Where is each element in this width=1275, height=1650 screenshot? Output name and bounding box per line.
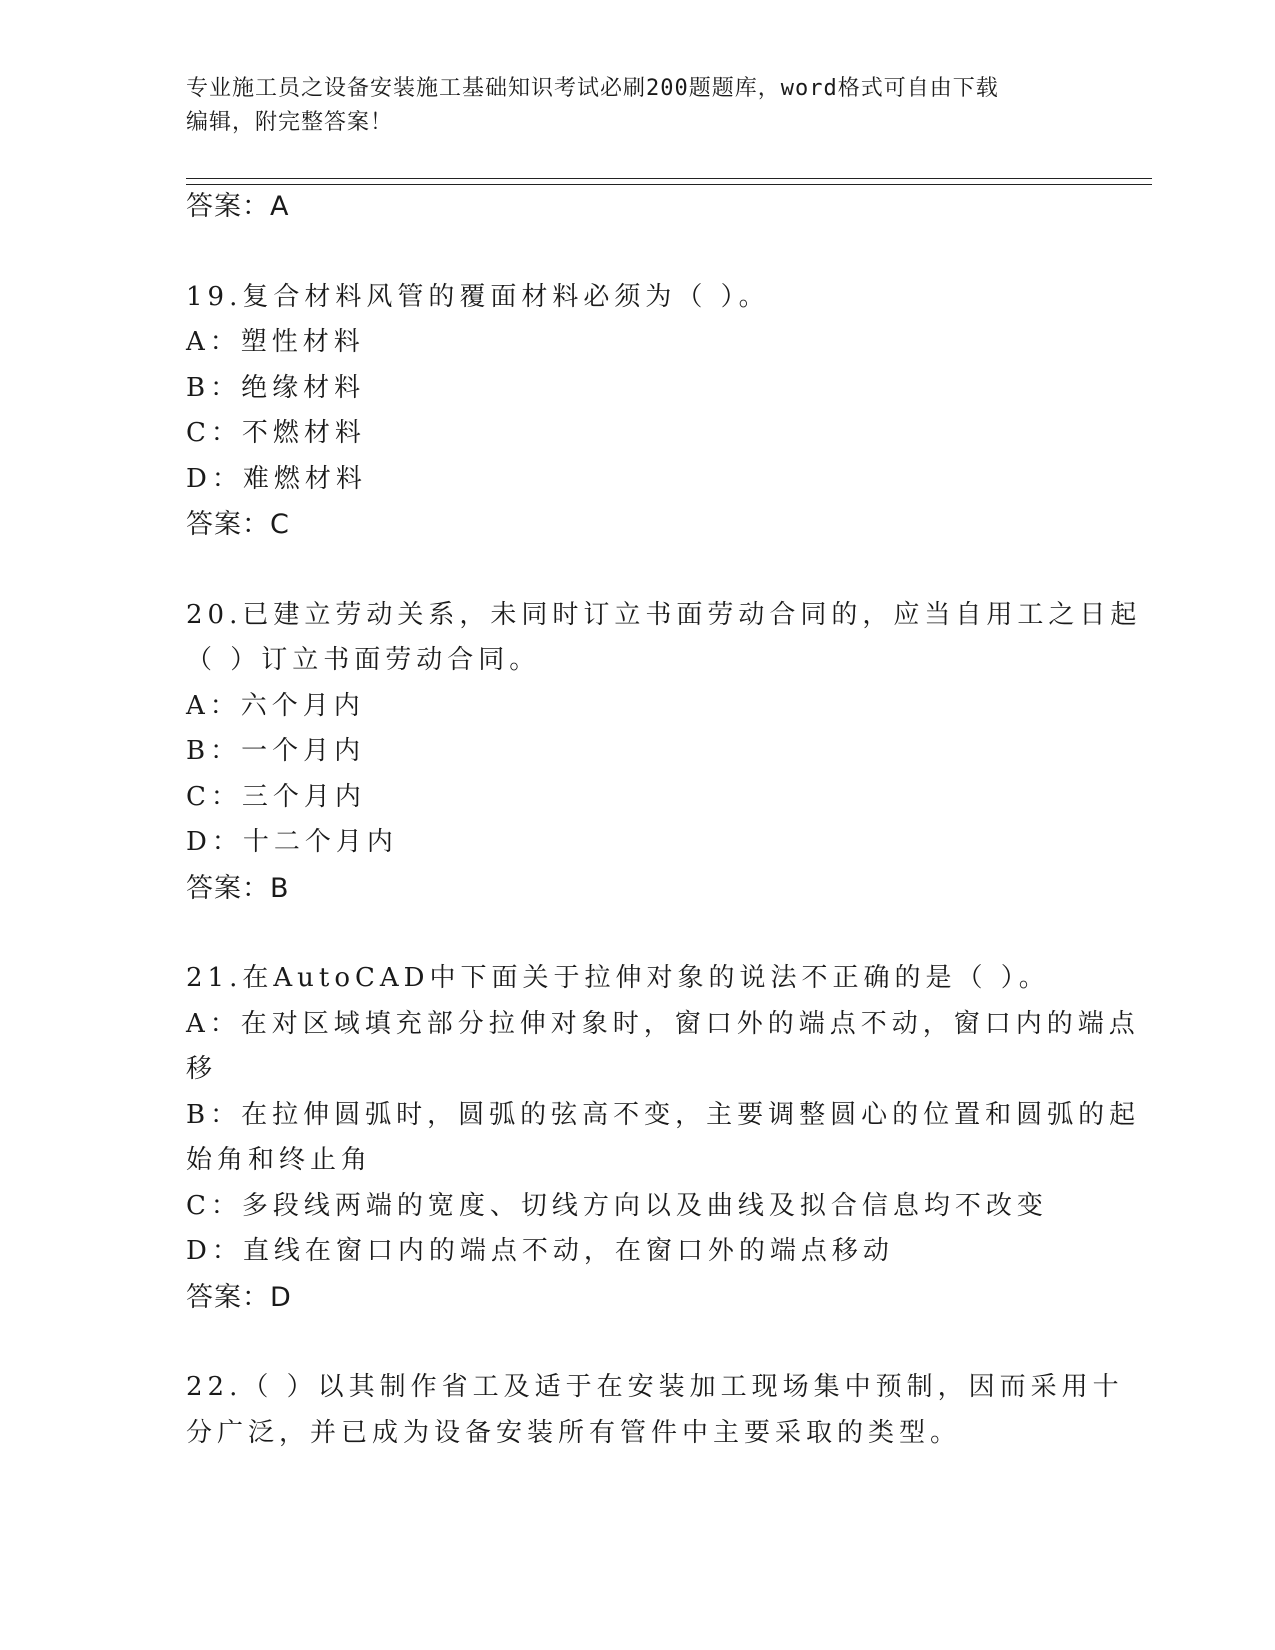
option-a: A：塑性材料 [186, 327, 365, 357]
question-22 [186, 1365, 1124, 1456]
header-rule-top [186, 178, 1152, 179]
option-c: C：多段线两端的宽度、切线方向以及曲线及拟合信息均不改变 [186, 1190, 1048, 1221]
question-20 [186, 593, 1142, 912]
option-b: B：绝缘材料 [186, 372, 366, 403]
option-d: D：直线在窗口内的端点不动，在窗口外的端点移动 [186, 1236, 894, 1266]
question-19 [186, 275, 1086, 548]
option-a-continued: 移 [186, 1054, 218, 1084]
answer: 答案：D [186, 1281, 292, 1313]
answer-previous: 答案：A [186, 191, 290, 222]
question-stem: 21.在AutoCAD中下面关于拉伸对象的说法不正确的是（ ）。 [186, 963, 1050, 993]
document-header [186, 72, 1066, 140]
option-b-continued: 始角和终止角 [186, 1145, 373, 1175]
option-b: B：在拉伸圆弧时，圆弧的弦高不变，主要调整圆心的位置和圆弧的起 [186, 1099, 1141, 1130]
header-line-1: 专业施工员之设备安装施工基础知识考试必刷200题题库，word格式可自由下载 [186, 76, 999, 101]
option-a: A：六个月内 [186, 690, 365, 721]
answer: 答案：B [186, 872, 290, 904]
question-stem-continued: 分广泛，并已成为设备安装所有管件中主要采取的类型。 [186, 1417, 962, 1448]
option-a: A：在对区域填充部分拉伸对象时，窗口外的端点不动，窗口内的端点 [186, 1008, 1140, 1039]
header-line-2: 编辑，附完整答案！ [186, 110, 394, 135]
option-b: B：一个月内 [186, 736, 366, 766]
question-stem: 22.（ ）以其制作省工及适于在安装加工现场集中预制，因而采用十 [186, 1372, 1124, 1402]
question-stem: 19.复合材料风管的覆面材料必须为（ ）。 [186, 281, 770, 312]
option-c: C：不燃材料 [186, 418, 366, 448]
answer: 答案：C [186, 509, 290, 540]
option-c: C：三个月内 [186, 781, 366, 812]
question-stem-continued: （ ）订立书面劳动合同。 [186, 645, 541, 675]
question-21 [186, 956, 1141, 1320]
option-d: D：难燃材料 [186, 463, 367, 494]
option-d: D：十二个月内 [186, 827, 398, 857]
question-stem: 20.已建立劳动关系，未同时订立书面劳动合同的，应当自用工之日起 [186, 599, 1142, 630]
question-list [186, 184, 1142, 1456]
